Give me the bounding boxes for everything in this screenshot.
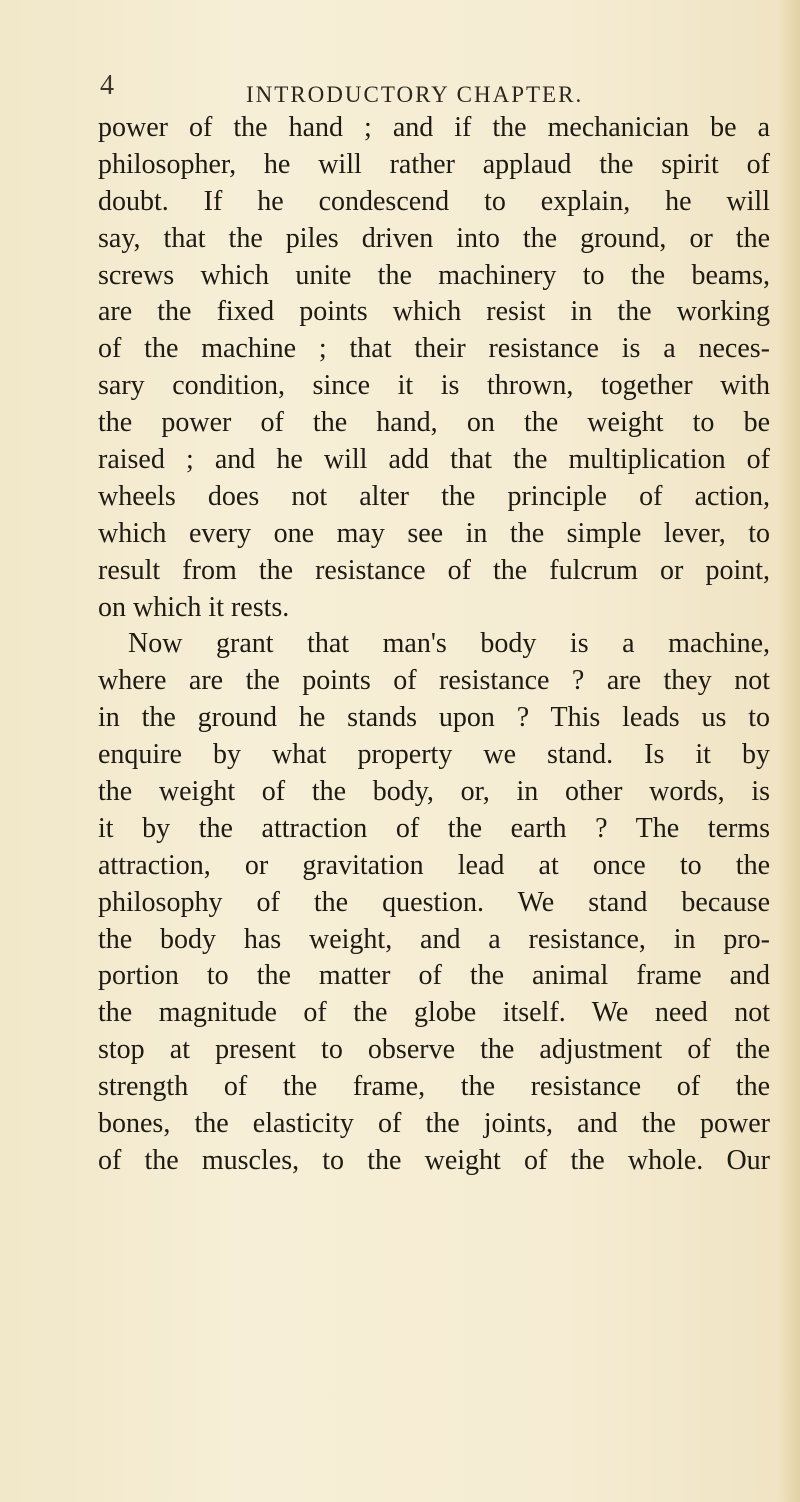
text-line: philosophy of the question. We stand because (98, 886, 770, 918)
text-line: the body has weight, and a resistance, in pro- (98, 923, 770, 955)
text-line: enquire by what property we stand. Is it by (98, 739, 770, 771)
text-line: it by the attraction of the earth ? The terms (98, 812, 770, 844)
text-line: where are the points of resistance ? are they not (98, 665, 770, 697)
running-head: INTRODUCTORY CHAPTER. (246, 82, 584, 107)
text-line: doubt. If he condescend to explain, he will (98, 185, 770, 217)
text-line: sary condition, since it is thrown, together with (98, 370, 770, 402)
text-line: result from the resistance of the fulcrum or point, (98, 554, 770, 586)
page-edge-shadow (778, 0, 800, 1502)
text-line: say, that the piles driven into the ground, or the (98, 222, 770, 254)
text-line: portion to the matter of the animal frame and (98, 960, 770, 992)
text-line: strength of the frame, the resistance of the (98, 1071, 770, 1103)
text-line: the weight of the body, or, in other words, is (98, 776, 770, 808)
text-line: in the ground he stands upon ? This leads us to (98, 702, 770, 734)
text-line: of the machine ; that their resistance is a neces- (98, 333, 770, 365)
paragraph-last-line: on which it rests. (98, 591, 290, 623)
text-line: of the muscles, to the weight of the whole. Our (98, 1144, 770, 1176)
text-line: screws which unite the machinery to the beams, (98, 259, 770, 291)
text-line: which every one may see in the simple lever, to (98, 517, 770, 549)
text-line: bones, the elasticity of the joints, and the power (98, 1108, 770, 1140)
page-number: 4 (100, 70, 114, 101)
text-line: are the fixed points which resist in the working (98, 296, 770, 328)
text-line: philosopher, he will rather applaud the spirit of (98, 148, 770, 180)
paragraph-first-line: Now grant that man's body is a machine, (128, 628, 770, 660)
text-line: raised ; and he will add that the multiplication of (98, 444, 770, 476)
text-line: wheels does not alter the principle of action, (98, 480, 770, 512)
text-line: the magnitude of the globe itself. We need not (98, 997, 770, 1029)
text-line: the power of the hand, on the weight to be (98, 407, 770, 439)
text-line: stop at present to observe the adjustment of the (98, 1034, 770, 1066)
body-text (98, 110, 770, 1180)
page-header (0, 70, 800, 114)
text-line: power of the hand ; and if the mechanician be a (98, 112, 770, 143)
text-line: attraction, or gravitation lead at once to the (98, 849, 770, 881)
